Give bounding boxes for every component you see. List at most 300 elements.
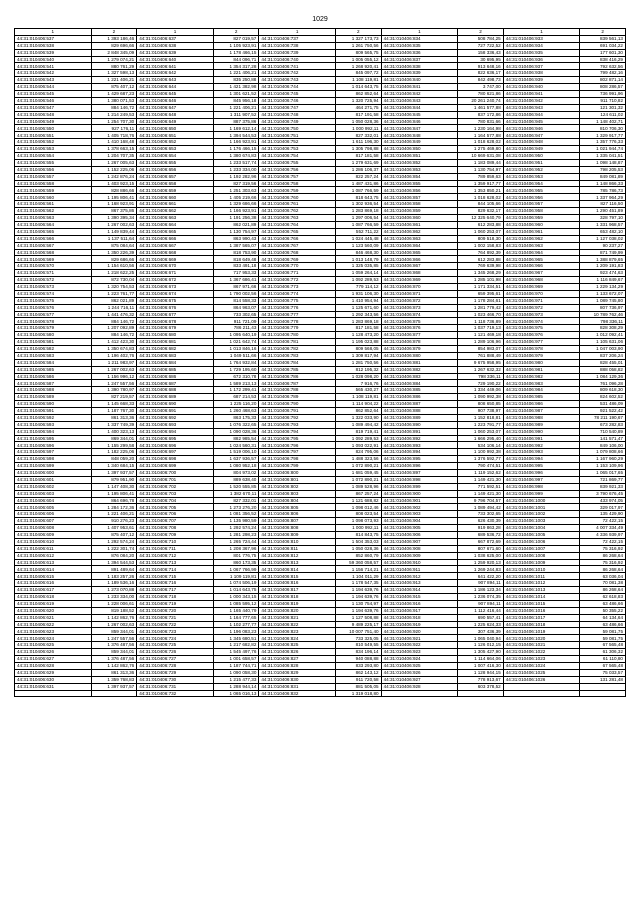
value-cell: 1 350 226,39 xyxy=(91,249,137,256)
cadastral-number: 44:31:010406:724 xyxy=(137,635,214,642)
cadastral-number: 44:31:010406:1004 xyxy=(503,525,580,532)
value-cell: 1 178 547,35 xyxy=(336,580,382,587)
cadastral-number: 44:31:010406:749 xyxy=(259,118,336,125)
cadastral-number: 44:31:010406:985 xyxy=(503,394,580,401)
value-cell: 852 860,79 xyxy=(336,552,382,559)
table-row xyxy=(15,662,626,669)
value-cell: 1 441 476,32 xyxy=(91,311,137,318)
value-cell: 1 268 920,41 xyxy=(336,63,382,70)
cadastral-number: 44:31:010406:846 xyxy=(381,118,458,125)
value-cell: 1 130 754,97 xyxy=(336,600,382,607)
cadastral-number: 44:31:010406:1000 xyxy=(503,497,580,504)
cadastral-number: 44:31:010406:821 xyxy=(259,614,336,621)
table-row xyxy=(15,414,626,421)
value-cell: 1 320 754,53 xyxy=(91,283,137,290)
cadastral-number: 44:31:010406:746 xyxy=(259,97,336,104)
value-cell: 307 436,39 xyxy=(458,628,504,635)
value-cell: 817 181,58 xyxy=(336,325,382,332)
cadastral-number: 44:31:010406:905 xyxy=(381,525,458,532)
cadastral-number: 44:31:010406:857 xyxy=(381,194,458,201)
cadastral-number: 44:31:010406:731 xyxy=(137,683,214,690)
value-cell: 817 191,58 xyxy=(336,111,382,118)
cadastral-number: 44:31:010406:878 xyxy=(381,339,458,346)
value-cell: 690 557,41 xyxy=(458,614,504,621)
cadastral-number: 44:31:010406:577 xyxy=(15,311,92,318)
cadastral-number: 44:31:010406:668 xyxy=(137,249,214,256)
value-cell: 1 005 055,12 xyxy=(336,56,382,63)
cadastral-number: 44:31:010406:979 xyxy=(503,352,580,359)
table-row xyxy=(15,42,626,49)
cadastral-number: 44:31:010406:923 xyxy=(381,649,458,656)
value-cell: 1 065 017,65 xyxy=(580,470,626,477)
value-cell: 86 268,64 xyxy=(580,552,626,559)
value-cell: 1 012 092,41 xyxy=(580,332,626,339)
value-cell: 687 214,53 xyxy=(213,394,259,401)
table-row xyxy=(15,683,626,690)
value-cell: 1 397 937,57 xyxy=(91,683,137,690)
cadastral-number: 44:31:010406:638 xyxy=(137,42,214,49)
cadastral-number: 44:31:010406:887 xyxy=(381,401,458,408)
table-row xyxy=(15,35,626,42)
value-cell: 907 738,97 xyxy=(458,407,504,414)
cadastral-number: 44:31:010406:683 xyxy=(137,352,214,359)
cadastral-number: 44:31:010406:663 xyxy=(137,215,214,222)
value-cell: 1 155 299,58 xyxy=(91,442,137,449)
cadastral-number: 44:31:010406:631 xyxy=(15,683,92,690)
value-cell: 1 302 936,54 xyxy=(336,201,382,208)
cadastral-number: 44:31:010406:544 xyxy=(15,84,92,91)
value-cell: 86 268,64 xyxy=(580,587,626,594)
value-cell: 863 990,43 xyxy=(213,235,259,242)
cadastral-number: 44:31:010406:660 xyxy=(137,194,214,201)
cadastral-number: 44:31:010406:713 xyxy=(137,559,214,566)
cadastral-number: 44:31:010406:827 xyxy=(259,656,336,663)
value-cell: 1 108 119,81 xyxy=(336,394,382,401)
cadastral-number: 44:31:010406:950 xyxy=(503,153,580,160)
value-cell: 61 306,32 xyxy=(580,649,626,656)
cadastral-number: 44:31:010406:594 xyxy=(15,428,92,435)
value-cell: 1 152 818,81 xyxy=(458,414,504,421)
value-cell: 1 196 083,23 xyxy=(213,628,259,635)
cadastral-number: 44:31:010406:799 xyxy=(259,463,336,470)
value-cell: 1 065 040,94 xyxy=(458,635,504,642)
value-cell: 1 334 449,06 xyxy=(458,387,504,394)
value-cell: 1 028 098,20 xyxy=(336,373,382,380)
value-cell: 849 106,00 xyxy=(580,442,626,449)
cadastral-number: 44:31:010406:603 xyxy=(15,490,92,497)
value-cell: 1 320 725,94 xyxy=(336,97,382,104)
table-row xyxy=(15,304,626,311)
value-cell: 464 271,75 xyxy=(336,104,382,111)
table-row xyxy=(15,283,626,290)
value-cell: 1 148 866,33 xyxy=(580,180,626,187)
cadastral-number: 44:31:010406:853 xyxy=(381,166,458,173)
cadastral-number: 44:31:010406:652 xyxy=(137,139,214,146)
value-cell: 835 250,88 xyxy=(213,77,259,84)
cadastral-number: 44:31:010406:566 xyxy=(15,235,92,242)
cadastral-number: 44:31:010406:622 xyxy=(15,621,92,628)
value-cell: 1 222 301,74 xyxy=(91,545,137,552)
value-cell: 861 313,36 xyxy=(91,669,137,676)
cadastral-number: 44:31:010406:977 xyxy=(503,339,580,346)
value-cell: 1 182 225,06 xyxy=(91,449,137,456)
cadastral-number: 44:31:010406:623 xyxy=(15,628,92,635)
cadastral-number: 44:31:010406:938 xyxy=(503,70,580,77)
value-cell: 61 110,80 xyxy=(580,656,626,663)
value-cell: 824 795,06 xyxy=(336,449,382,456)
value-cell: 809 518,30 xyxy=(458,235,504,242)
cadastral-number: 44:31:010406:844 xyxy=(381,104,458,111)
value-cell: 1 085 595,12 xyxy=(213,600,259,607)
value-cell: 911 710,82 xyxy=(580,97,626,104)
value-cell: 131 281,48 xyxy=(580,676,626,683)
value-cell: 177 601,30 xyxy=(580,49,626,56)
cadastral-number: 44:31:010406:563 xyxy=(15,215,92,222)
cadastral-number: 44:31:010406:582 xyxy=(15,345,92,352)
value-cell: 1 378 663,15 xyxy=(91,146,137,153)
value-cell: 1 681 059,45 xyxy=(336,470,382,477)
value-cell: 1 072 890,21 xyxy=(336,476,382,483)
cadastral-number: 44:31:010406:852 xyxy=(381,159,458,166)
cadastral-number: 44:31:010406:778 xyxy=(259,318,336,325)
value-cell: 1 359 768,83 xyxy=(91,676,137,683)
value-cell: 867 257,24 xyxy=(336,490,382,497)
table-row xyxy=(15,228,626,235)
table-row xyxy=(15,421,626,428)
value-cell: 1 279 631,69 xyxy=(336,159,382,166)
value-cell: 1 152 225,06 xyxy=(91,166,137,173)
cadastral-number: 44:31:010406:558 xyxy=(15,180,92,187)
cadastral-number: 44:31:010406:712 xyxy=(137,552,214,559)
value-cell: 1 376 487,56 xyxy=(91,642,137,649)
cadastral-number: 44:31:010406:1015 xyxy=(503,600,580,607)
value-cell: 121 301,32 xyxy=(580,104,626,111)
value-cell: 1 195 023,88 xyxy=(336,339,382,346)
table-row xyxy=(15,373,626,380)
value-cell: 810 706,30 xyxy=(580,125,626,132)
value-cell: 653 482,10 xyxy=(580,228,626,235)
cadastral-number: 44:31:010406:989 xyxy=(503,421,580,428)
cadastral-number: 44:31:010406:907 xyxy=(381,538,458,545)
cadastral-number: 44:31:010406:684 xyxy=(137,359,214,366)
value-cell: 1 049 511,66 xyxy=(213,352,259,359)
value-cell: 1 301 621,52 xyxy=(213,91,259,98)
value-cell: 1 168 923,91 xyxy=(91,201,137,208)
value-cell: 1 545 497,76 xyxy=(213,649,259,656)
cadastral-number: 44:31:010406:1017 xyxy=(503,614,580,621)
cadastral-number xyxy=(503,683,580,690)
cadastral-number: 44:31:010406:720 xyxy=(137,607,214,614)
cadastral-number: 44:31:010406:741 xyxy=(259,63,336,70)
value-cell: 78 211 190,67 xyxy=(580,414,626,421)
cadastral-number: 44:31:010406:865 xyxy=(381,249,458,256)
cadastral-number: 44:31:010406:944 xyxy=(503,111,580,118)
cadastral-number: 44:31:010406:910 xyxy=(381,559,458,566)
cadastral-number: 44:31:010406:1008 xyxy=(503,552,580,559)
value-cell: 862 021,89 xyxy=(91,297,137,304)
cadastral-number: 44:31:010406:539 xyxy=(15,49,92,56)
cadastral-number: 44:31:010406:676 xyxy=(137,304,214,311)
value-cell: 1 037 719,13 xyxy=(458,325,504,332)
value-cell: 1 142 862,76 xyxy=(91,662,137,669)
value-cell: 828 886,66 xyxy=(91,187,137,194)
value-cell: 64 134,64 xyxy=(580,614,626,621)
cadastral-number: 44:31:010406:850 xyxy=(381,146,458,153)
cadastral-number: 44:31:010406:744 xyxy=(259,84,336,91)
cadastral-number: 44:31:010406:708 xyxy=(137,525,214,532)
cadastral-number: 44:31:010406:583 xyxy=(15,352,92,359)
table-row xyxy=(15,525,626,532)
cadastral-number: 44:31:010406:770 xyxy=(259,263,336,270)
value-cell: 761 096,28 xyxy=(580,380,626,387)
cadastral-number: 44:31:010406:974 xyxy=(503,318,580,325)
value-cell: 809 568,05 xyxy=(336,345,382,352)
value-cell: 818 753,90 xyxy=(213,249,259,256)
cadastral-number: 44:31:010406:601 xyxy=(15,476,92,483)
value-cell: 1 195 806,41 xyxy=(91,194,137,201)
value-cell: 1 292 574,24 xyxy=(91,538,137,545)
value-cell: 872 730,04 xyxy=(91,277,137,284)
cadastral-number: 44:31:010406:608 xyxy=(15,525,92,532)
value-cell: 807 736,97 xyxy=(580,304,626,311)
cadastral-number: 44:31:010406:858 xyxy=(381,201,458,208)
value-cell: 778 913,67 xyxy=(458,676,504,683)
cadastral-number: 44:31:010406:963 xyxy=(503,242,580,249)
cadastral-number: 44:31:010406:840 xyxy=(381,77,458,84)
cadastral-number: 44:31:010406:859 xyxy=(381,208,458,215)
value-cell: 827 019,57 xyxy=(213,35,259,42)
cadastral-number: 44:31:010406:856 xyxy=(381,187,458,194)
cadastral-number: 44:31:010406:837 xyxy=(381,56,458,63)
cadastral-number: 44:31:010406:955 xyxy=(503,187,580,194)
cadastral-number: 44:31:010406:758 xyxy=(259,180,336,187)
table-row xyxy=(15,532,626,539)
value-cell: 829 696,66 xyxy=(91,42,137,49)
value-cell: 845 097,72 xyxy=(336,70,382,77)
cadastral-number: 44:31:010406:898 xyxy=(381,476,458,483)
value-cell: 859 344,01 xyxy=(91,628,137,635)
value-cell: 867 375,86 xyxy=(91,208,137,215)
value-cell: 1 305 798,88 xyxy=(336,146,382,153)
value-cell: 59 360 058,57 xyxy=(336,559,382,566)
cadastral-number: 44:31:010406:941 xyxy=(503,91,580,98)
cadastral-number: 44:31:010406:969 xyxy=(503,283,580,290)
value-cell: 1 504 353,03 xyxy=(336,538,382,545)
cadastral-number: 44:31:010406:760 xyxy=(259,194,336,201)
cadastral-number: 44:31:010406:674 xyxy=(137,290,214,297)
value-cell: 1 228 006,61 xyxy=(91,600,137,607)
value-cell: 837 172,86 xyxy=(458,111,504,118)
column-header: 1 xyxy=(137,29,214,36)
cadastral-number: 44:31:010406:615 xyxy=(15,573,92,580)
cadastral-number: 44:31:010406:883 xyxy=(381,373,458,380)
cadastral-number: 44:31:010406:831 xyxy=(259,683,336,690)
cadastral-number: 44:31:010406:964 xyxy=(503,249,580,256)
value-cell: 1 018 628,02 xyxy=(458,194,504,201)
value-cell: 761 888,49 xyxy=(458,352,504,359)
cadastral-number: 44:31:010406:679 xyxy=(137,325,214,332)
cadastral-number: 44:31:010406:740 xyxy=(259,56,336,63)
table-row xyxy=(15,325,626,332)
table-row xyxy=(15,146,626,153)
value-cell: 1 087 766,59 xyxy=(336,187,382,194)
value-cell: 1 095 640,19 xyxy=(213,332,259,339)
cadastral-number: 44:31:010406:986 xyxy=(503,401,580,408)
value-cell: 1 412 423,30 xyxy=(91,339,137,346)
value-cell: 59 081,75 xyxy=(580,635,626,642)
value-cell: 1 149 421,30 xyxy=(458,490,504,497)
cadastral-number: 44:31:010406:978 xyxy=(503,345,580,352)
cadastral-number: 44:31:010406:617 xyxy=(15,587,92,594)
value-cell: 158 336,43 xyxy=(458,49,504,56)
cadastral-number: 44:31:010406:851 xyxy=(381,153,458,160)
value-cell: 1 297 006,54 xyxy=(336,215,382,222)
value-cell: 2 848 345,09 xyxy=(91,49,137,56)
value-cell: 9 675 958,95 xyxy=(458,359,504,366)
cadastral-number: 44:31:010406:1007 xyxy=(503,545,580,552)
value-cell: 1 089 745,80 xyxy=(580,297,626,304)
cadastral-number: 44:31:010406:947 xyxy=(503,132,580,139)
cadastral-number: 44:31:010406:745 xyxy=(259,91,336,98)
value-cell: 829 632,17 xyxy=(458,208,504,215)
cadastral-number: 44:31:010406:718 xyxy=(137,594,214,601)
cadastral-number: 44:31:010406:906 xyxy=(381,532,458,539)
cadastral-number: 44:31:010406:983 xyxy=(503,380,580,387)
cadastral-number: 44:31:010406:763 xyxy=(259,215,336,222)
cadastral-number: 44:31:010406:785 xyxy=(259,366,336,373)
cadastral-number: 44:31:010406:613 xyxy=(15,559,92,566)
table-row xyxy=(15,642,626,649)
value-cell: 927 176,11 xyxy=(91,125,137,132)
cadastral-number: 44:31:010406:678 xyxy=(137,318,214,325)
value-cell: 1 194 639,76 xyxy=(336,607,382,614)
cadastral-number: 44:31:010406:591 xyxy=(15,407,92,414)
cadastral-number: 44:31:010406:618 xyxy=(15,594,92,601)
cadastral-number: 44:31:010406:616 xyxy=(15,580,92,587)
cadastral-number: 44:31:010406:926 xyxy=(381,669,458,676)
value-cell: 1 209 191,83 xyxy=(580,263,626,270)
value-cell: 1 367 686,41 xyxy=(213,277,259,284)
value-cell: 814 843,75 xyxy=(336,532,382,539)
value-cell: 833 293,80 xyxy=(336,662,382,669)
value-cell: 9 796 704,57 xyxy=(458,497,504,504)
cadastral-number: 44:31:010406:838 xyxy=(381,63,458,70)
cadastral-number: 44:31:010406:580 xyxy=(15,332,92,339)
table-row xyxy=(15,208,626,215)
table-row xyxy=(15,476,626,483)
cadastral-number: 44:31:010406:1016 xyxy=(503,607,580,614)
value-cell: 828 455,01 xyxy=(580,359,626,366)
value-cell: 1 109 119,81 xyxy=(213,573,259,580)
value-cell: 907 894,11 xyxy=(458,580,504,587)
cadastral-number: 44:31:010406:866 xyxy=(381,256,458,263)
cadastral-number: 44:31:010406:641 xyxy=(137,63,214,70)
table-row xyxy=(15,49,626,56)
cadastral-number: 44:31:010406:584 xyxy=(15,359,92,366)
cadastral-number: 44:31:010406:543 xyxy=(15,77,92,84)
value-cell: 1 192 282,96 xyxy=(213,173,259,180)
table-row xyxy=(15,270,626,277)
cadastral-number: 44:31:010406:700 xyxy=(137,470,214,477)
cadastral-number: 44:31:010406:1025 xyxy=(503,669,580,676)
cadastral-number: 44:31:010406:870 xyxy=(381,283,458,290)
cadastral-number: 44:31:010406:598 xyxy=(15,456,92,463)
cadastral-number: 44:31:010406:847 xyxy=(381,125,458,132)
cadastral-number: 44:31:010406:738 xyxy=(259,42,336,49)
cadastral-number: 44:31:010406:576 xyxy=(15,304,92,311)
cadastral-number: 44:31:010406:917 xyxy=(381,607,458,614)
cadastral-number: 44:31:010406:626 xyxy=(15,649,92,656)
value-cell: 1 390 395,34 xyxy=(91,215,137,222)
cadastral-number: 44:31:010406:754 xyxy=(259,153,336,160)
value-cell: 1 281 750,56 xyxy=(336,359,382,366)
value-cell: 1 114 904,22 xyxy=(336,401,382,408)
value-cell: 910 276,23 xyxy=(91,518,137,525)
value-cell: 12 325 640,79 xyxy=(458,215,504,222)
column-header: 1 xyxy=(15,29,92,36)
cadastral-number: 44:31:010406:806 xyxy=(259,511,336,518)
column-header: 2 xyxy=(336,29,382,36)
cadastral-number: 44:31:010406:787 xyxy=(259,380,336,387)
cadastral-number: 44:31:010406:728 xyxy=(137,662,214,669)
table-row xyxy=(15,311,626,318)
value-cell: 1 176 466,15 xyxy=(213,146,259,153)
value-cell: 1 164 577,88 xyxy=(458,132,504,139)
value-cell: 1 329 917,77 xyxy=(580,132,626,139)
value-cell: 1 013 148,79 xyxy=(336,256,382,263)
cadastral-number: 44:31:010406:945 xyxy=(503,118,580,125)
cadastral-number: 44:31:010406:962 xyxy=(503,235,580,242)
cadastral-number: 44:31:010406:937 xyxy=(503,63,580,70)
value-cell: 1 233 517,74 xyxy=(213,159,259,166)
table-row xyxy=(15,215,626,222)
value-cell: 842 498,73 xyxy=(458,77,504,84)
cadastral-number: 44:31:010406:1026 xyxy=(503,676,580,683)
cadastral-number: 44:31:010406:721 xyxy=(137,614,214,621)
value-cell: 612 283,88 xyxy=(458,221,504,228)
value-cell: 1 067 766,99 xyxy=(213,566,259,573)
value-cell: 641 422,20 xyxy=(458,573,504,580)
value-cell: 1 790 002,56 xyxy=(213,290,259,297)
cadastral-number: 44:31:010406:935 xyxy=(503,49,580,56)
cadastral-number: 44:31:010406:627 xyxy=(15,656,92,663)
value-cell: 508 784,25 xyxy=(458,35,504,42)
value-cell: 1 357 776,33 xyxy=(580,139,626,146)
cadastral-number xyxy=(381,690,458,697)
cadastral-number: 44:31:010406:548 xyxy=(15,111,92,118)
value-cell: 807 671,60 xyxy=(458,545,504,552)
value-cell: 1 461 577,88 xyxy=(458,104,504,111)
value-cell: 1 311 907,52 xyxy=(213,111,259,118)
value-cell: 1 108 119,81 xyxy=(336,77,382,84)
cadastral-number: 44:31:010406:952 xyxy=(503,166,580,173)
cadastral-number: 44:31:010406:628 xyxy=(15,662,92,669)
cadastral-number: 44:31:010406:620 xyxy=(15,607,92,614)
table-row xyxy=(15,249,626,256)
value-cell: 827 319,56 xyxy=(213,180,259,187)
value-cell: 141 571,47 xyxy=(580,435,626,442)
cadastral-number: 44:31:010406:871 xyxy=(381,290,458,297)
column-header: 2 xyxy=(580,29,626,36)
value-cell: 838 416,29 xyxy=(580,56,626,63)
cadastral-number: 44:31:010406:765 xyxy=(259,228,336,235)
value-cell: 3 747,00 xyxy=(458,84,504,91)
cadastral-number: 44:31:010406:899 xyxy=(381,483,458,490)
value-cell: 1 218 622,25 xyxy=(91,270,137,277)
value-cell: 780 621,86 xyxy=(458,91,504,98)
cadastral-number: 44:31:010406:966 xyxy=(503,263,580,270)
cadastral-number: 44:31:010406:554 xyxy=(15,153,92,160)
